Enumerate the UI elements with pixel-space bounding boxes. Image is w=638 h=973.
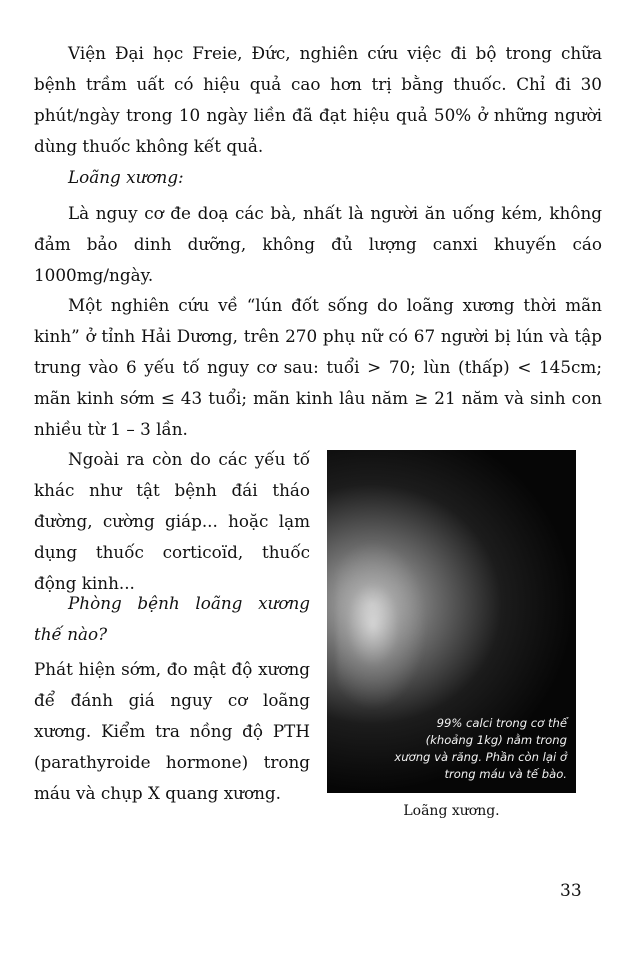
page-number: 33	[560, 881, 582, 901]
section-heading-osteoporosis: Loãng xương:	[68, 167, 184, 187]
paragraph-other-factors: Ngoài ra còn do các yếu tố khác như tật bệnh đái tháo đường, cường giáp... hoặc lạm dụng thuốc corticoïd, thuốc động kinh...	[34, 449, 310, 593]
osteoporosis-xray-image	[327, 450, 576, 793]
section-heading-prevention: Phòng bệnh loãng xương thế nào?	[34, 593, 310, 644]
paragraph-walking-study: Viện Đại học Freie, Đức, nghiên cứu việc đi bộ trong chữa bệnh trầm uất có hiệu quả cao hơn trị bằng thuốc. Chỉ đi 30 phút/ngày trong 10 ngày liền đã đạt hiệu quả 50% ở những người dùng thuốc không kết quả.	[34, 43, 602, 156]
paragraph-prevention: Phát hiện sớm, đo mật độ xương để đánh giá nguy cơ loãng xương. Kiểm tra nồng độ PTH (parathyroide hormone) trong máu và chụp X quang xương.	[34, 659, 310, 803]
paragraph-osteoporosis-risk: Là nguy cơ đe doạ các bà, nhất là người ăn uống kém, không đảm bảo dinh dưỡng, không đủ lượng canxi khuyến cáo 1000mg/ngày.	[34, 203, 602, 285]
figure-caption: Loãng xương.	[403, 803, 500, 819]
bone-shadow	[337, 540, 427, 710]
paragraph-hai-duong-study: Một nghiên cứu về “lún đốt sống do loãng xương thời mãn kinh” ở tỉnh Hải Dương, trên 270 phụ nữ có 67 người bị lún và tập trung vào 6 yếu tố nguy cơ sau: tuổi > 70; lùn (thấp) < 145cm; mãn kinh sớm ≤ 43 tuổi; mãn kinh lâu năm ≥ 21 năm và sinh con nhiều từ 1 – 3 lần.	[34, 295, 602, 439]
figure-inner-caption: 99% calci trong cơ thể (khoảng 1kg) nằm trong xương và răng. Phần còn lại ở trong máu và tế bào.	[394, 716, 567, 781]
